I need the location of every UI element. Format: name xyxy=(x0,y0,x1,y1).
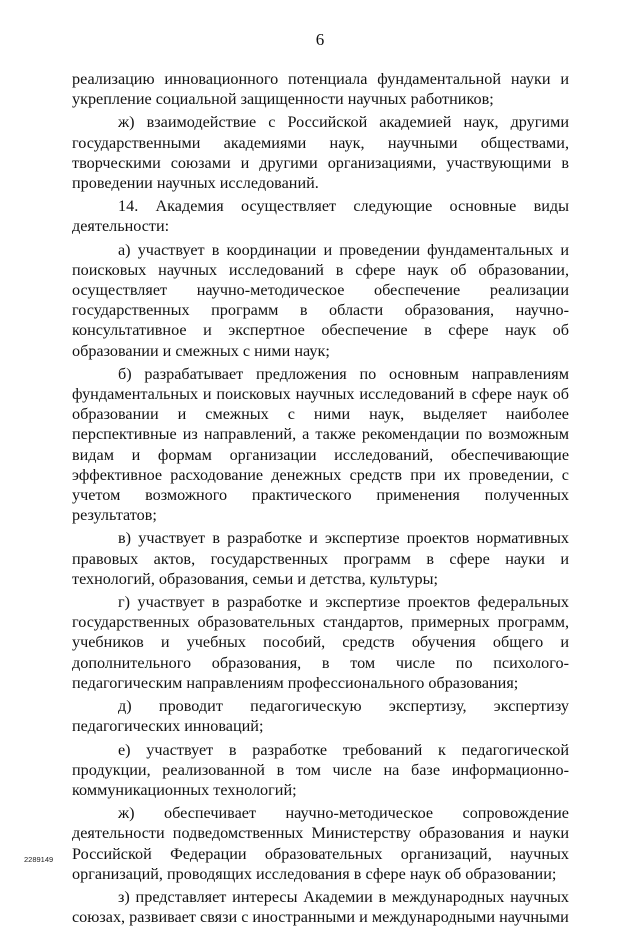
paragraph-section-14: 14. Академия осуществляет следующие основные виды деятельности: xyxy=(72,197,569,236)
paragraph-continuation: реализацию инновационного потенциала фундаментальной науки и укрепление социальной защищенности научных работников; xyxy=(72,70,569,109)
paragraph-item-d: д) проводит педагогическую экспертизу, экспертизу педагогических инноваций; xyxy=(72,697,569,736)
page-number: 6 xyxy=(315,30,325,49)
paragraph-item-z: з) представляет интересы Академии в международных научных союзах, развивает связи с иностранными и международными научными xyxy=(72,887,569,927)
document-code: 2289149 xyxy=(24,855,54,864)
paragraph-item-a: а) участвует в координации и проведении фундаментальных и поисковых научных исследований в сфере наук об образовании, осуществляет научно-методическое обеспечение реализации государственных программ в области образования, научно-консультативное и экспертное обеспечение в сфере наук об образовании и смежных с ними наук; xyxy=(72,240,569,360)
paragraph-item-b: б) разрабатывает предложения по основным направлениям фундаментальных и поисковых научных исследований в сфере наук об образовании и смежных с ними наук, выделяет наиболее перспективные из направлений, а также рекомендации по возможным видам и формам организации исследований, обеспечивающие эффективное расходование денежных средств при их проведении, с учетом возможного практического применения полученных результатов; xyxy=(72,364,569,525)
paragraph-item-zh-support: ж) обеспечивает научно-методическое сопровождение деятельности подведомственных Министерству образования и науки Российской Федерации образовательных организаций, научных организаций, проводящих исследования в сфере наук об образовании; xyxy=(72,804,569,883)
paragraph-item-e: е) участвует в разработке требований к педагогической продукции, реализованной в том числе на базе информационно-коммуникационных технологий; xyxy=(72,740,569,799)
document-body xyxy=(72,69,569,930)
paragraph-item-zh-interaction: ж) взаимодействие с Российской академией наук, другими государственными академиями наук, научными обществами, творческими союзами и другими организациями, участвующими в проведении научных исследований. xyxy=(72,113,569,193)
paragraph-item-g: г) участвует в разработке и экспертизе проектов федеральных государственных образовательных стандартов, примерных программ, учебников и учебных пособий, средств обучения общего и дополнительного образования, в том числе по психолого-педагогическим направлениям профессионального образования; xyxy=(72,593,569,692)
paragraph-item-v: в) участвует в разработке и экспертизе проектов нормативных правовых актов, государственных программ в сфере науки и технологий, образования, семьи и детства, культуры; xyxy=(72,529,569,588)
